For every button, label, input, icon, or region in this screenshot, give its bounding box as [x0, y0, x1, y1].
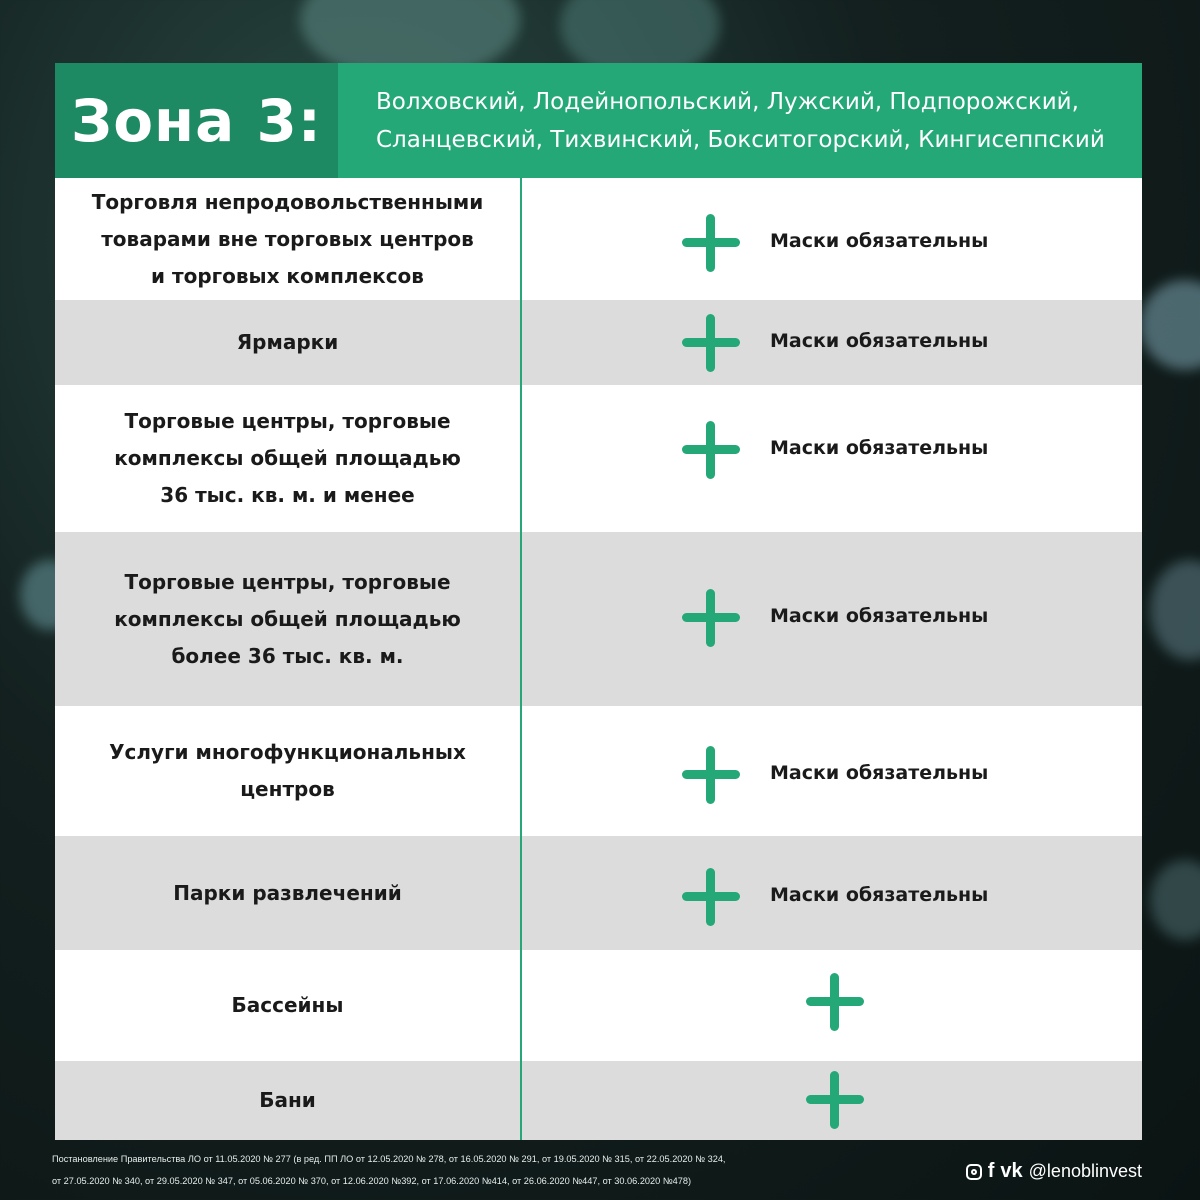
table-row [55, 1061, 1142, 1140]
activity-cell [55, 836, 520, 950]
activity-line: Ярмарки [236, 330, 339, 354]
plus-icon [682, 214, 740, 272]
vk-icon[interactable]: vk [1000, 1160, 1023, 1182]
instagram-icon[interactable] [966, 1164, 982, 1180]
activity-line: и торговых комплексов [151, 263, 424, 288]
activity-line: Торговые центры, торговые [124, 409, 451, 433]
activity-cell [55, 532, 520, 706]
mask-note: Маски обязательны [770, 437, 989, 459]
status-cell [520, 300, 1142, 385]
table-row [55, 950, 1142, 1061]
activity-cell [55, 385, 520, 532]
plus-icon [682, 589, 740, 647]
activity-line: Торговля непродовольственными [91, 189, 484, 214]
activity-cell [55, 178, 520, 300]
footnote [52, 1148, 932, 1192]
plus-icon [682, 421, 740, 479]
zone-header [55, 63, 1142, 178]
zone-areas-line: Волховский, Лодейнопольский, Лужский, Подпорожский, [376, 89, 1079, 115]
activity-line: товарами вне торговых центров [101, 226, 474, 251]
plus-icon [682, 314, 740, 372]
activity-cell [55, 300, 520, 385]
background-decoration [1150, 860, 1200, 940]
activity-cell [55, 706, 520, 836]
zone-areas-line: Сланцевский, Тихвинский, Бокситогорский, Кингисеппский [376, 127, 1105, 153]
column-divider [520, 178, 522, 1140]
status-cell [520, 385, 1142, 532]
table-row [55, 300, 1142, 385]
plus-icon [682, 746, 740, 804]
activity-line: центров [240, 777, 335, 801]
table-row [55, 532, 1142, 706]
plus-icon [806, 1071, 864, 1129]
status-cell [520, 836, 1142, 950]
activity-line: 36 тыс. кв. м. и менее [160, 483, 415, 507]
activity-line: Бани [259, 1088, 316, 1112]
table-row [55, 178, 1142, 300]
background-decoration [1150, 560, 1200, 660]
status-cell [520, 178, 1142, 300]
status-cell [520, 950, 1142, 1061]
activity-line: комплексы общей площадью [114, 606, 461, 631]
activity-line: Парки развлечений [173, 880, 402, 905]
background-decoration [1140, 280, 1200, 370]
table-row [55, 706, 1142, 836]
activity-line: Торговые центры, торговые [124, 569, 451, 594]
activity-line: Бассейны [231, 993, 344, 1017]
plus-icon [806, 973, 864, 1031]
plus-icon [682, 868, 740, 926]
mask-note: Маски обязательны [770, 230, 989, 252]
activity-line: более 36 тыс. кв. м. [171, 643, 404, 668]
social-handle[interactable]: @lenoblinvest [1028, 1161, 1142, 1181]
footnote-line: от 27.05.2020 № 340, от 29.05.2020 № 347, от 05.06.2020 № 370, от 12.06.2020 №392, от 17.06.2020 №414, от 26.06.2020 №447, от 30.06.2020 №478) [52, 1176, 692, 1186]
mask-note: Маски обязательны [770, 330, 989, 352]
table-row [55, 385, 1142, 532]
facebook-icon[interactable]: f [987, 1160, 995, 1182]
mask-note: Маски обязательны [770, 605, 989, 627]
mask-note: Маски обязательны [770, 884, 989, 906]
status-cell [520, 532, 1142, 706]
activity-cell [55, 950, 520, 1061]
social-links [966, 1160, 1142, 1183]
rules-table [55, 178, 1142, 1140]
zone-title: Зона 3: [55, 63, 338, 178]
activity-line: Услуги многофункциональных [109, 740, 466, 764]
zone-areas [338, 63, 1142, 178]
activity-line: комплексы общей площадью [114, 446, 461, 470]
mask-note: Маски обязательны [770, 762, 989, 784]
status-cell [520, 706, 1142, 836]
activity-cell [55, 1061, 520, 1140]
footnote-line: Постановление Правительства ЛО от 11.05.2020 № 277 (в ред. ПП ЛО от 12.05.2020 № 278, от 16.05.2020 № 291, от 19.05.2020 № 315, от 22.05.2020 № 324, [52, 1154, 726, 1164]
status-cell [520, 1061, 1142, 1140]
zone-panel [55, 63, 1142, 1140]
table-row [55, 836, 1142, 950]
